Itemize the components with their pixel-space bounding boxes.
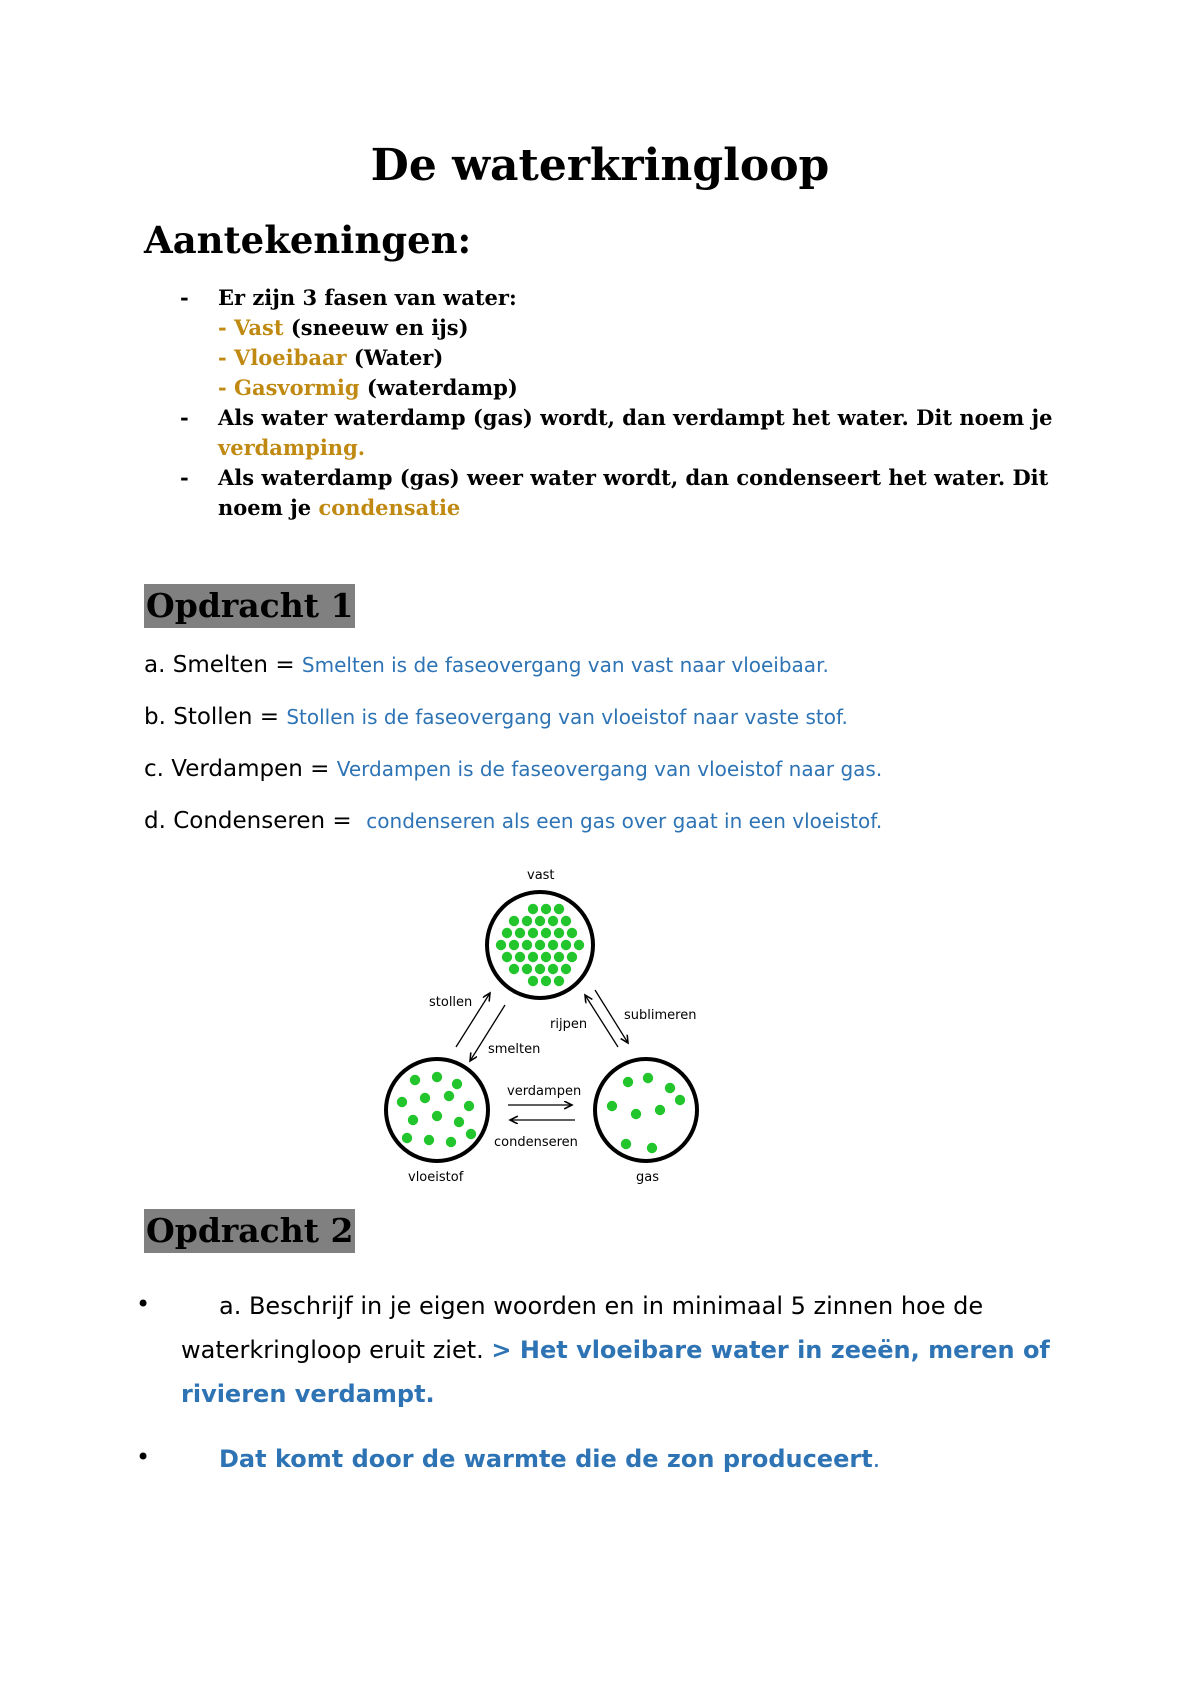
label-smelten: smelten [488, 1042, 541, 1057]
list-item [180, 463, 1080, 523]
question-a [144, 652, 829, 678]
particle-dot [454, 1117, 464, 1127]
particle-dot [548, 916, 558, 926]
particle-dot [541, 976, 551, 986]
particle-dot [535, 916, 545, 926]
phase-liquid [218, 343, 1080, 373]
particle-dot [528, 904, 538, 914]
particle-dot [522, 964, 532, 974]
particle-dot [509, 964, 519, 974]
bullet-dash: - [180, 405, 189, 430]
note-text: Als waterdamp (gas) weer water wordt, dan condenseert het water. Dit noem je [218, 465, 1049, 520]
question-label: b. Stollen = [144, 704, 287, 730]
particle-dot [541, 904, 551, 914]
particle-dot [410, 1075, 420, 1085]
notes-list [180, 283, 1080, 523]
label-condenseren: condenseren [494, 1135, 578, 1150]
particle-dot [528, 952, 538, 962]
list-item [180, 403, 1080, 463]
phase-term: Gasvormig [234, 375, 360, 400]
particle-dot [561, 964, 571, 974]
particle-dot [466, 1129, 476, 1139]
particle-dot [554, 928, 564, 938]
question-b [144, 704, 848, 730]
particle-dot [574, 940, 584, 950]
particle-dot [607, 1101, 617, 1111]
phase-prefix: - [218, 375, 235, 400]
answer-text: > Het vloeibare water in zeeën, meren of rivieren verdampt. [181, 1336, 1050, 1408]
label-rijpen: rijpen [550, 1017, 588, 1032]
particle-dot [647, 1143, 657, 1153]
particle-dot [452, 1079, 462, 1089]
note-term: verdamping. [218, 435, 366, 460]
particle-dot [515, 928, 525, 938]
particle-dot [432, 1111, 442, 1121]
phase-term: Vloeibaar [234, 345, 347, 370]
phase-prefix: - [218, 345, 235, 370]
list-item [180, 283, 1080, 403]
note-term: condensatie [318, 495, 461, 520]
label-vast: vast [527, 868, 555, 883]
particle-dot [522, 940, 532, 950]
particle-dot [420, 1093, 430, 1103]
particle-dot [643, 1073, 653, 1083]
phase-diagram [370, 865, 710, 1185]
bullet-dot: • [136, 1443, 151, 1471]
question-label: d. Condenseren = [144, 808, 359, 834]
bullet-dash: - [180, 465, 189, 490]
particle-dot [548, 940, 558, 950]
particle-dot [554, 952, 564, 962]
particle-dot [496, 940, 506, 950]
answer-text: Stollen is de faseovergang van vloeistof naar vaste stof. [286, 705, 848, 729]
question-d [144, 808, 882, 834]
opdracht-2-item-a [181, 1284, 1061, 1416]
phase-rest: (sneeuw en ijs) [283, 315, 469, 340]
answer-text: Smelten is de faseovergang van vast naar vloeibaar. [301, 653, 829, 677]
question-label: c. Verdampen = [144, 756, 337, 782]
particle-dot [623, 1077, 633, 1087]
particle-dot [515, 952, 525, 962]
phase-gas [218, 373, 1080, 403]
arrow-rijpen [585, 995, 618, 1047]
label-sublimeren: sublimeren [624, 1008, 697, 1023]
phase-term: Vast [234, 315, 284, 340]
particle-dot [446, 1137, 456, 1147]
question-text: a. Beschrijf in je eigen woorden en in minimaal 5 zinnen hoe de waterkringloop eruit ziet. [181, 1292, 984, 1364]
particle-dot [665, 1083, 675, 1093]
answer-text: Verdampen is de faseovergang van vloeistof naar gas. [336, 757, 883, 781]
particle-dot [424, 1135, 434, 1145]
particle-dot [554, 904, 564, 914]
particle-dot [528, 928, 538, 938]
opdracht-2-heading: Opdracht 2 [144, 1209, 355, 1253]
answer-text: Dat komt door de warmte die de zon produceert [219, 1445, 873, 1473]
particle-dot [397, 1097, 407, 1107]
bullet-dash: - [180, 285, 189, 310]
particle-dot [444, 1091, 454, 1101]
particle-dot [561, 916, 571, 926]
particle-dot [402, 1133, 412, 1143]
particle-dot [535, 964, 545, 974]
particle-dot [528, 976, 538, 986]
opdracht-2-item-b [219, 1437, 1099, 1481]
particle-dot [541, 928, 551, 938]
phase-rest: (waterdamp) [359, 375, 518, 400]
particle-dot [567, 928, 577, 938]
opdracht-1-heading: Opdracht 1 [144, 584, 355, 628]
particle-dot [509, 940, 519, 950]
phase-rest: (Water) [346, 345, 444, 370]
particle-dot [509, 916, 519, 926]
particle-dot [522, 916, 532, 926]
particle-dot [655, 1105, 665, 1115]
particle-dot [464, 1101, 474, 1111]
answer-period: . [872, 1445, 881, 1473]
bullet-dot: • [136, 1290, 151, 1318]
particle-dot [535, 940, 545, 950]
question-c [144, 756, 882, 782]
particle-dot [567, 952, 577, 962]
particle-dot [621, 1139, 631, 1149]
phase-solid [218, 313, 1080, 343]
label-verdampen: verdampen [507, 1084, 582, 1099]
label-stollen: stollen [429, 995, 473, 1010]
particle-dot [408, 1115, 418, 1125]
phase-prefix: - [218, 315, 235, 340]
particle-dot [541, 952, 551, 962]
answer-text: condenseren als een gas over gaat in een vloeistof. [366, 809, 883, 833]
label-gas: gas [636, 1170, 659, 1185]
question-label: a. Smelten = [144, 652, 302, 678]
particle-dot [548, 964, 558, 974]
particle-dot [631, 1109, 641, 1119]
document-title: De waterkringloop [370, 140, 830, 191]
note-text: Er zijn 3 fasen van water: [218, 285, 517, 310]
label-vloeistof: vloeistof [408, 1170, 464, 1185]
particle-dot [502, 928, 512, 938]
particle-dot [561, 940, 571, 950]
particle-dot [554, 976, 564, 986]
particle-dot [502, 952, 512, 962]
particle-dot [675, 1095, 685, 1105]
note-text: Als water waterdamp (gas) wordt, dan verdampt het water. Dit noem je [218, 405, 1053, 430]
particle-dot [432, 1072, 442, 1082]
notes-heading: Aantekeningen: [144, 218, 472, 262]
